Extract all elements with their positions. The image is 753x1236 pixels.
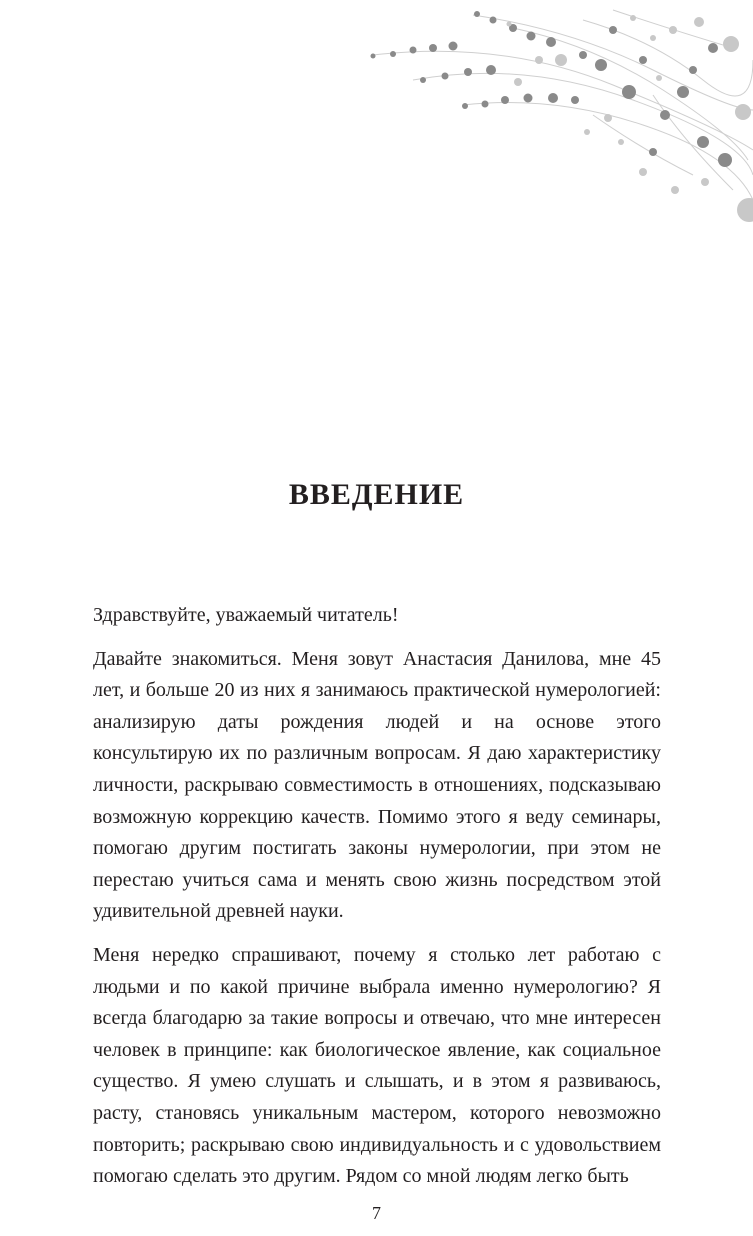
page-number: 7 — [372, 1203, 381, 1223]
chapter-title: ВВЕДЕНИЕ — [288, 478, 465, 511]
paragraph: Давайте знакомиться. Меня зовут Анастасия Данилова, мне 45 лет, и больше 20 из них я занимаюсь практической нумерологией: анализирую даты рождения людей и на основе этого консультирую их по различным вопросам. Я даю характеристику личности, раскрываю совместимость в отношениях, подсказываю возможную коррекцию качеств. Помимо этого я веду семинары, помогаю другим постигать законы нумерологии, при этом не перестаю учиться сама и менять свою жизнь посредством этой удивительной древней науки. — [93, 647, 661, 923]
network-ornament-icon — [353, 0, 753, 240]
paragraph: Меня нередко спрашивают, почему я столько лет работаю с людьми и по какой причине выбрала именно нумерологию? Я всегда благодарю за такие вопросы и отвечаю, что мне интересен человек в принципе: как биологическое явление, как социальное существо. Я умею слушать и слышать, и в этом я развиваюсь, расту, становясь уникальным мастером, которого невозможно повторить; раскрываю свою индивидуальность и с удовольствием помогаю сделать это другим. Рядом со мной людям легко быть — [93, 943, 661, 1188]
paragraph: Здравствуйте, уважаемый читатель! — [93, 604, 399, 626]
body-text — [93, 600, 661, 1205]
